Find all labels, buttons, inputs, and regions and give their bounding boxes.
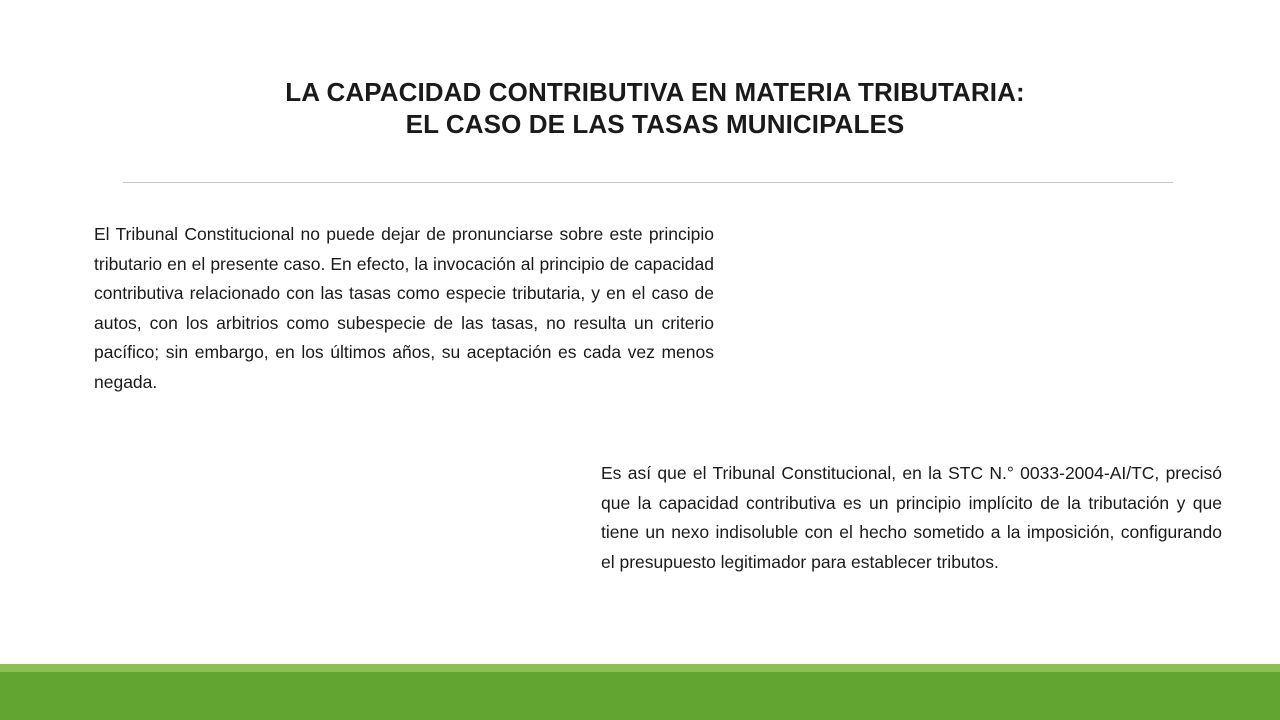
footer-band-light xyxy=(0,664,1280,672)
title-divider xyxy=(123,182,1173,183)
paragraph-2: Es así que el Tribunal Constitucional, en la STC N.° 0033-2004-AI/TC, precisó que la capacidad contributiva es un principio implícito de la tributación y que tiene un nexo indisoluble con el hecho sometido a la imposición, configurando el presupuesto legitimador para establecer tributos. xyxy=(601,463,1222,572)
slide-title xyxy=(150,76,1160,140)
title-line-2: EL CASO DE LAS TASAS MUNICIPALES xyxy=(405,109,905,139)
paragraph-1: El Tribunal Constitucional no puede dejar de pronunciarse sobre este principio tributario en el presente caso. En efecto, la invocación al principio de capacidad contributiva relacionado con las tasas como especie tributaria, y en el caso de autos, con los arbitrios como subespecie de las tasas, no resulta un criterio pacífico; sin embargo, en los últimos años, su aceptación es cada vez menos negada. xyxy=(94,224,714,392)
footer-band-dark xyxy=(0,672,1280,720)
title-line-1: LA CAPACIDAD CONTRIBUTIVA EN MATERIA TRIBUTARIA: xyxy=(285,77,1025,107)
